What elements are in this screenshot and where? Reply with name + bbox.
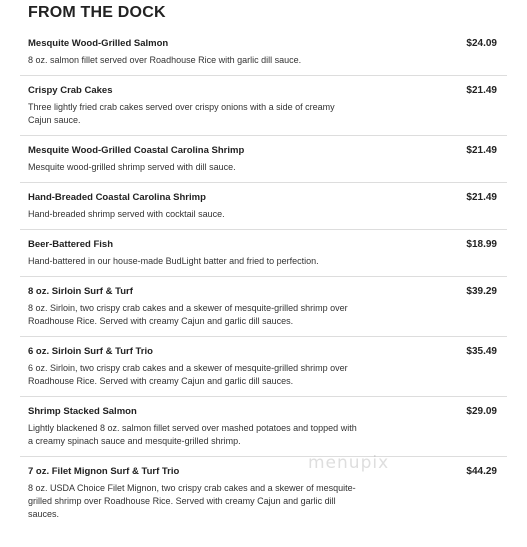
menu-item xyxy=(20,277,507,337)
menu-item xyxy=(20,457,507,529)
item-description: Lightly blackened 8 oz. salmon fillet served over mashed potatoes and topped with a creamy spinach sauce and mesquite-grilled shrimp. xyxy=(28,423,357,446)
item-price: $39.29 xyxy=(466,286,497,297)
menu-item xyxy=(20,183,507,230)
item-description: 6 oz. Sirloin, two crispy crab cakes and a skewer of mesquite-grilled shrimp over Roadhouse Rice. Served with creamy Cajun and garlic dill sauces. xyxy=(28,363,348,386)
item-description: 8 oz. salmon fillet served over Roadhouse Rice with garlic dill sauce. xyxy=(28,55,302,65)
section-title: FROM THE DOCK xyxy=(28,4,166,21)
item-price: $24.09 xyxy=(466,38,497,49)
item-description: Three lightly fried crab cakes served over crispy onions with a side of creamy Cajun sauce. xyxy=(28,102,335,125)
item-description: 8 oz. Sirloin, two crispy crab cakes and a skewer of mesquite-grilled shrimp over Roadhouse Rice. Served with creamy Cajun and garlic dill sauces. xyxy=(28,303,348,326)
item-name: Hand-Breaded Coastal Carolina Shrimp xyxy=(28,192,206,203)
item-name: Mesquite Wood-Grilled Coastal Carolina Shrimp xyxy=(28,145,245,156)
item-price: $21.49 xyxy=(466,192,497,203)
item-name: 8 oz. Sirloin Surf & Turf xyxy=(28,286,133,297)
item-name: Shrimp Stacked Salmon xyxy=(28,406,137,417)
menu-item xyxy=(20,76,507,136)
item-name: Beer-Battered Fish xyxy=(28,239,113,250)
item-description: 8 oz. USDA Choice Filet Mignon, two crispy crab cakes and a skewer of mesquite-grilled shrimp over Roadhouse Rice. Served with creamy Cajun and garlic dill sauces. xyxy=(28,483,356,519)
item-name: Mesquite Wood-Grilled Salmon xyxy=(28,38,169,49)
item-price: $18.99 xyxy=(466,239,497,250)
item-description: Hand-breaded shrimp served with cocktail sauce. xyxy=(28,209,225,219)
item-price: $21.49 xyxy=(466,85,497,96)
item-price: $44.29 xyxy=(466,466,497,477)
item-price: $29.09 xyxy=(466,406,497,417)
menu-item xyxy=(20,337,507,397)
watermark: menupix xyxy=(308,453,390,473)
menu-item xyxy=(20,136,507,183)
item-description: Hand-battered in our house-made BudLight batter and fried to perfection. xyxy=(28,256,319,266)
item-name: 7 oz. Filet Mignon Surf & Turf Trio xyxy=(28,466,180,477)
item-name: 6 oz. Sirloin Surf & Turf Trio xyxy=(28,346,153,357)
item-price: $35.49 xyxy=(466,346,497,357)
menu-item xyxy=(20,230,507,277)
item-name: Crispy Crab Cakes xyxy=(28,85,113,96)
item-price: $21.49 xyxy=(466,145,497,156)
item-description: Mesquite wood-grilled shrimp served with dill sauce. xyxy=(28,162,236,172)
menu-item xyxy=(20,397,507,457)
menu-item xyxy=(20,29,507,76)
menu-list xyxy=(20,29,507,529)
